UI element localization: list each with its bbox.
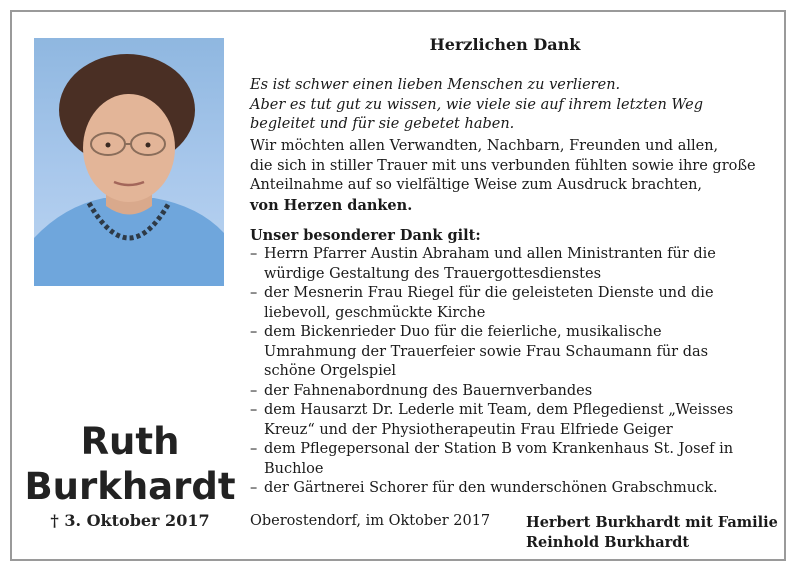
list-dash: – [250, 402, 258, 418]
list-item-line: dem Pflegepersonal der Station B vom Krankenhaus St. Josef in [264, 441, 734, 457]
deceased-last-name: Burkhardt [24, 465, 236, 508]
intro-line: Aber es tut gut zu wissen, wie viele sie auf ihrem letzten Weg [250, 96, 703, 113]
list-item [250, 382, 770, 402]
notice-title: Herzlichen Dank [429, 35, 581, 54]
signatures [526, 513, 778, 553]
list-dash: – [250, 324, 258, 340]
list-dash: – [250, 285, 258, 301]
list-item [250, 284, 770, 323]
list-item [250, 479, 770, 499]
list-item-line: Buchloe [264, 460, 324, 477]
list-item-line: der Mesnerin Frau Riegel für die geleisteten Dienste und die [264, 285, 714, 301]
list-item-line: der Fahnenabordnung des Bauernverbandes [264, 382, 593, 399]
list-item [250, 401, 770, 440]
list-item-line: dem Bickenrieder Duo für die feierliche, musikalische [264, 324, 662, 340]
deceased-first-name: Ruth [80, 420, 180, 463]
portrait-photo [34, 38, 224, 286]
thanks-line: Anteilnahme auf so vielfältige Weise zum Ausdruck brachten, [250, 177, 703, 193]
intro-line: Es ist schwer einen lieben Menschen zu verlieren. [250, 77, 621, 93]
list-item-line: Umrahmung der Trauerfeier sowie Frau Schaumann für das [264, 343, 709, 360]
list-dash: – [250, 246, 258, 262]
special-thanks-heading: Unser besonderer Dank gilt: [250, 227, 481, 244]
thanks-line: Wir möchten allen Verwandten, Nachbarn, Freunden und allen, [250, 138, 719, 154]
list-item-line: Kreuz“ und der Physiotherapeutin Frau Elfriede Geiger [264, 421, 673, 438]
intro-line: begleitet und für sie gebetet haben. [250, 116, 515, 132]
special-thanks-list [250, 245, 770, 499]
death-date: † 3. Oktober 2017 [50, 511, 210, 530]
list-item-line: dem Hausarzt Dr. Lederle mit Team, dem Pflegedienst „Weisses [264, 402, 734, 418]
thanks-closing: von Herzen danken. [250, 196, 413, 214]
intro-paragraph [250, 76, 770, 135]
place-date: Oberostendorf, im Oktober 2017 [250, 513, 491, 529]
list-item-line: würdige Gestaltung des Trauergottesdienstes [264, 265, 602, 282]
list-item-line: der Gärtnerei Schorer für den wunderschönen Grabschmuck. [264, 480, 718, 496]
list-dash: – [250, 441, 258, 457]
list-dash: – [250, 382, 258, 399]
thanks-paragraph [250, 137, 770, 215]
thanks-line: die sich in stiller Trauer mit uns verbunden fühlten sowie ihre große [250, 157, 756, 174]
list-item [250, 245, 770, 284]
list-item-line: liebevoll, geschmückte Kirche [264, 304, 486, 321]
list-dash: – [250, 480, 258, 496]
signature-line: Herbert Burkhardt mit Familie [526, 514, 778, 531]
signature-line: Reinhold Burkhardt [526, 534, 690, 551]
list-item [250, 323, 770, 382]
list-item-line: schöne Orgelspiel [264, 363, 397, 379]
list-item [250, 440, 770, 479]
list-item-line: Herrn Pfarrer Austin Abraham und allen Ministranten für die [264, 246, 716, 262]
